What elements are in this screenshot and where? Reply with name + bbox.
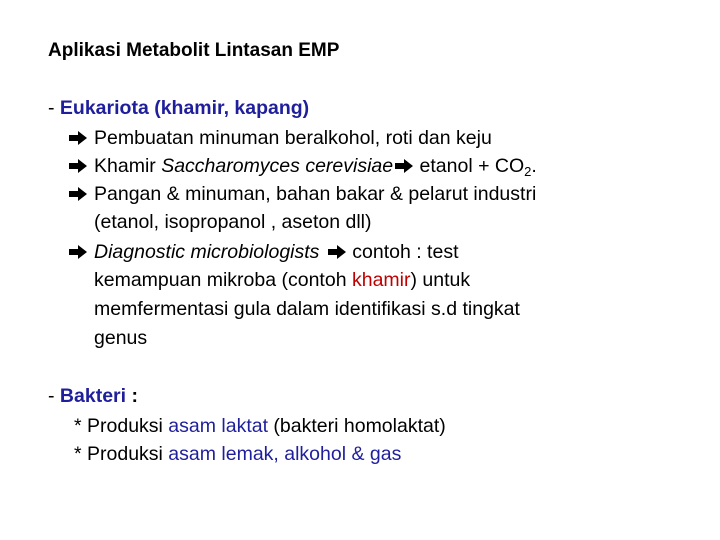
right-arrow-icon xyxy=(68,244,88,260)
eukariota-item-3-line-2: (etanol, isopropanol , aseton dll) xyxy=(94,211,372,233)
bakteri-heading-line xyxy=(48,384,138,408)
bakteri-item-2-blue: asam lemak, alkohol & gas xyxy=(168,443,402,465)
eukariota-item-4-cont-1 xyxy=(94,268,470,292)
eukariota-item-2-pre: Khamir xyxy=(94,155,162,177)
right-arrow-icon xyxy=(68,158,88,174)
bakteri-item-1 xyxy=(74,414,446,438)
eukariota-item-4-line-4: genus xyxy=(94,327,148,349)
eukariota-item-4-line-3: memfermentasi gula dalam identifikasi s.d tingkat xyxy=(94,298,520,320)
bakteri-heading: Bakteri xyxy=(59,385,127,407)
eukariota-heading-line xyxy=(48,96,309,120)
eukariota-item-2-species: Saccharomyces cerevisiae xyxy=(161,155,394,177)
eukariota-item-3-cont xyxy=(94,210,372,234)
bakteri-colon: : xyxy=(126,385,138,407)
eukariota-item-2-sub: 2 xyxy=(524,164,532,179)
eukariota-item-2-end: . xyxy=(531,155,537,177)
right-arrow-icon xyxy=(68,186,88,202)
eukariota-item-2-post: etanol + CO xyxy=(414,155,525,177)
eukariota-item-4-line-2-pre: kemampuan mikroba (contoh xyxy=(94,269,352,291)
bakteri-item-1-post: (bakteri homolaktat) xyxy=(268,415,446,437)
eukariota-item-4-cont-3 xyxy=(94,326,147,350)
bakteri-dash: - xyxy=(48,385,60,407)
eukariota-item-3-line-1: Pangan & minuman, bahan bakar & pelarut industri xyxy=(94,183,537,205)
bakteri-item-1-blue: asam laktat xyxy=(168,415,269,437)
eukariota-dash: - xyxy=(48,97,60,119)
eukariota-item-4-italic: Diagnostic microbiologists xyxy=(94,241,320,263)
bakteri-item-2 xyxy=(74,442,401,466)
eukariota-item-4-cont-2 xyxy=(94,297,520,321)
slide-title: Aplikasi Metabolit Lintasan EMP xyxy=(48,40,340,61)
bakteri-item-1-pre: * Produksi xyxy=(74,415,169,437)
eukariota-item-2 xyxy=(68,154,537,178)
eukariota-item-4 xyxy=(68,240,459,264)
eukariota-heading: Eukariota (khamir, kapang) xyxy=(59,97,310,119)
bakteri-item-2-pre: * Produksi xyxy=(74,443,169,465)
eukariota-item-1 xyxy=(68,126,492,150)
eukariota-item-4-line-2-post: ) untuk xyxy=(410,269,471,291)
right-arrow-icon xyxy=(394,158,414,174)
eukariota-item-3 xyxy=(68,182,536,206)
eukariota-item-4-line-2-red: khamir xyxy=(351,269,411,291)
right-arrow-icon xyxy=(327,244,347,260)
right-arrow-icon xyxy=(68,130,88,146)
eukariota-item-1-text: Pembuatan minuman beralkohol, roti dan keju xyxy=(94,127,492,149)
eukariota-item-4-post: contoh : test xyxy=(346,241,459,263)
